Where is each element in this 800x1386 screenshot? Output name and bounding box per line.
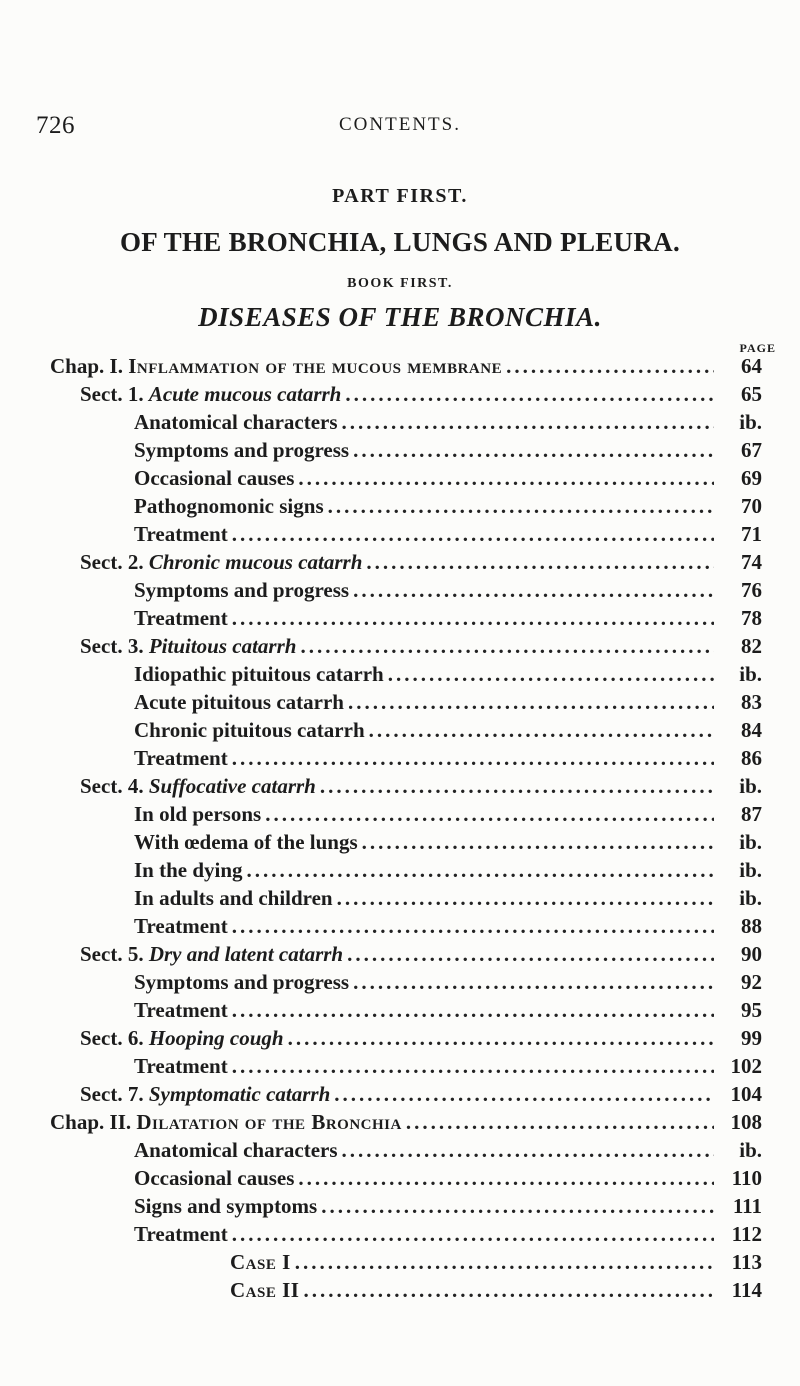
entry-page: 74: [741, 550, 762, 574]
entry-page: 104: [730, 1082, 762, 1106]
toc-entry: [134, 998, 762, 1024]
dot-leader: [247, 858, 714, 883]
toc-entry: [134, 886, 762, 912]
dot-leader: [369, 718, 714, 743]
dot-leader: [388, 662, 714, 687]
toc-entry: [134, 970, 762, 996]
toc-entry-sect-7: [80, 1082, 762, 1108]
entry-page: 65: [741, 382, 762, 406]
toc-entry: [134, 410, 762, 436]
entry-page: ib.: [739, 410, 762, 434]
entry-prefix: Sect. 3.: [80, 634, 144, 658]
dot-leader: [232, 606, 714, 631]
toc-entry: [134, 690, 762, 716]
entry-text: Treatment: [134, 914, 228, 938]
entry-text: Treatment: [134, 746, 228, 770]
entry-page: 64: [741, 354, 762, 378]
toc-entry: [134, 578, 762, 604]
dot-leader: [328, 494, 714, 519]
toc-entry-sect-2: [80, 550, 762, 576]
entry-text: In the dying: [134, 858, 243, 882]
dot-leader: [348, 690, 714, 715]
dot-leader: [232, 522, 714, 547]
dot-leader: [353, 578, 714, 603]
dot-leader: [300, 634, 714, 659]
dot-leader: [295, 1250, 714, 1275]
toc-entry: [134, 802, 762, 828]
entry-text: Treatment: [134, 998, 228, 1022]
entry-text: Treatment: [134, 1054, 228, 1078]
entry-text: Occasional causes: [134, 466, 295, 490]
entry-page: 114: [731, 1278, 762, 1302]
entry-page: 108: [730, 1110, 762, 1134]
toc-entry: [134, 606, 762, 632]
entry-page: 78: [741, 606, 762, 630]
entry-prefix: Sect. 2.: [80, 550, 144, 574]
dot-leader: [232, 914, 714, 939]
toc-entry: [134, 662, 762, 688]
toc-entry-sect-4: [80, 774, 762, 800]
running-title: CONTENTS.: [339, 114, 461, 135]
entry-page: ib.: [739, 774, 762, 798]
dot-leader: [320, 774, 714, 799]
toc-entry-sect-6: [80, 1026, 762, 1052]
toc-entry: [134, 718, 762, 744]
toc-entry-sect-5: [80, 942, 762, 968]
toc-entry-chap-2: [50, 1110, 762, 1136]
entry-text: Symptomatic catarrh: [148, 1082, 331, 1106]
dot-leader: [288, 1026, 714, 1051]
entry-text: Acute mucous catarrh: [148, 382, 342, 406]
entry-text: Symptoms and progress: [134, 438, 350, 462]
dot-leader: [232, 1054, 714, 1079]
dot-leader: [353, 970, 714, 995]
entry-page: 69: [741, 466, 762, 490]
entry-text: Anatomical characters: [134, 410, 338, 434]
entry-text: Inflammation of the mucous membrane: [128, 354, 503, 378]
dot-leader: [342, 410, 714, 435]
entry-page: 87: [741, 802, 762, 826]
entry-page: 71: [741, 522, 762, 546]
entry-page: 82: [741, 634, 762, 658]
entry-prefix: Chap. I.: [50, 354, 123, 378]
entry-page: 84: [741, 718, 762, 742]
dot-leader: [232, 1222, 714, 1247]
page-number: 726: [36, 112, 75, 139]
entry-page: ib.: [739, 886, 762, 910]
toc-entry-sect-3: [80, 634, 762, 660]
dot-leader: [232, 746, 714, 771]
entry-text: Pituitous catarrh: [148, 634, 297, 658]
toc-entry: [134, 522, 762, 548]
entry-page: 88: [741, 914, 762, 938]
entry-prefix: Sect. 7.: [80, 1082, 144, 1106]
entry-prefix: Chap. II.: [50, 1110, 132, 1134]
toc-entry-chap-1: [50, 354, 762, 380]
entry-text: Chronic pituitous catarrh: [134, 718, 365, 742]
entry-prefix: Sect. 1.: [80, 382, 144, 406]
entry-page: 110: [731, 1166, 762, 1190]
entry-page: 95: [741, 998, 762, 1022]
toc-entry: [134, 438, 762, 464]
dot-leader: [366, 550, 714, 575]
dot-leader: [232, 998, 714, 1023]
entry-text: Treatment: [134, 606, 228, 630]
entry-text: Idiopathic pituitous catarrh: [134, 662, 384, 686]
entry-text: Chronic mucous catarrh: [148, 550, 363, 574]
dot-leader: [345, 382, 714, 407]
toc-entry: [134, 914, 762, 940]
toc-entry: [134, 1222, 762, 1248]
part-heading: PART FIRST.: [332, 185, 468, 207]
entry-page: 92: [741, 970, 762, 994]
entry-text: Anatomical characters: [134, 1138, 338, 1162]
toc-entry-case: [230, 1250, 762, 1276]
entry-text: With œdema of the lungs: [134, 830, 358, 854]
entry-page: ib.: [739, 662, 762, 686]
entry-page: ib.: [739, 1138, 762, 1162]
toc-entry-sect-1: [80, 382, 762, 408]
dot-leader: [342, 1138, 714, 1163]
entry-page: 111: [732, 1194, 762, 1218]
entry-prefix: Sect. 6.: [80, 1026, 144, 1050]
dot-leader: [298, 1166, 714, 1191]
entry-page: 86: [741, 746, 762, 770]
toc-entry: [134, 830, 762, 856]
toc-entry: [134, 1194, 762, 1220]
dot-leader: [303, 1278, 714, 1303]
main-title: OF THE BRONCHIA, LUNGS AND PLEURA.: [119, 227, 681, 257]
entry-text: Treatment: [134, 1222, 228, 1246]
section-title: DISEASES OF THE BRONCHIA.: [198, 302, 602, 332]
entry-text: Hooping cough: [148, 1026, 284, 1050]
entry-page: 99: [741, 1026, 762, 1050]
entry-text: Treatment: [134, 522, 228, 546]
entry-page: 76: [741, 578, 762, 602]
entry-page: 112: [731, 1222, 762, 1246]
entry-text: Suffocative catarrh: [148, 774, 316, 798]
dot-leader: [506, 354, 714, 379]
dot-leader: [362, 830, 714, 855]
dot-leader: [347, 942, 714, 967]
entry-text: Case I: [230, 1250, 291, 1274]
entry-text: Symptoms and progress: [134, 578, 350, 602]
entry-text: Dry and latent catarrh: [148, 942, 344, 966]
dot-leader: [334, 1082, 714, 1107]
toc-entry: [134, 466, 762, 492]
entry-text: Case II: [230, 1278, 300, 1302]
entry-page: 90: [741, 942, 762, 966]
entry-text: Symptoms and progress: [134, 970, 350, 994]
toc-entry: [134, 1166, 762, 1192]
entry-page: 67: [741, 438, 762, 462]
dot-leader: [353, 438, 714, 463]
toc-entry: [134, 1054, 762, 1080]
entry-page: ib.: [739, 830, 762, 854]
toc-entry: [134, 858, 762, 884]
entry-text: Pathognomonic signs: [134, 494, 324, 518]
book-heading: BOOK FIRST.: [347, 276, 453, 291]
toc-entry: [134, 1138, 762, 1164]
toc-entry: [134, 494, 762, 520]
dot-leader: [337, 886, 714, 911]
dot-leader: [265, 802, 714, 827]
entry-text: In old persons: [134, 802, 262, 826]
entry-prefix: Sect. 4.: [80, 774, 144, 798]
dot-leader: [298, 466, 714, 491]
page-column-label: PAGE: [739, 341, 776, 355]
entry-text: In adults and children: [134, 886, 333, 910]
entry-page: 113: [731, 1250, 762, 1274]
toc-entry-case: [230, 1278, 762, 1304]
entry-prefix: Sect. 5.: [80, 942, 144, 966]
dot-leader: [406, 1110, 714, 1135]
entry-text: Occasional causes: [134, 1166, 295, 1190]
entry-page: 102: [730, 1054, 762, 1078]
toc-entry: [134, 746, 762, 772]
entry-text: Signs and symptoms: [134, 1194, 318, 1218]
dot-leader: [321, 1194, 714, 1219]
entry-text: Dilatation of the Bronchia: [136, 1110, 402, 1134]
entry-page: 70: [741, 494, 762, 518]
entry-page: ib.: [739, 858, 762, 882]
entry-page: 83: [741, 690, 762, 714]
entry-text: Acute pituitous catarrh: [134, 690, 344, 714]
